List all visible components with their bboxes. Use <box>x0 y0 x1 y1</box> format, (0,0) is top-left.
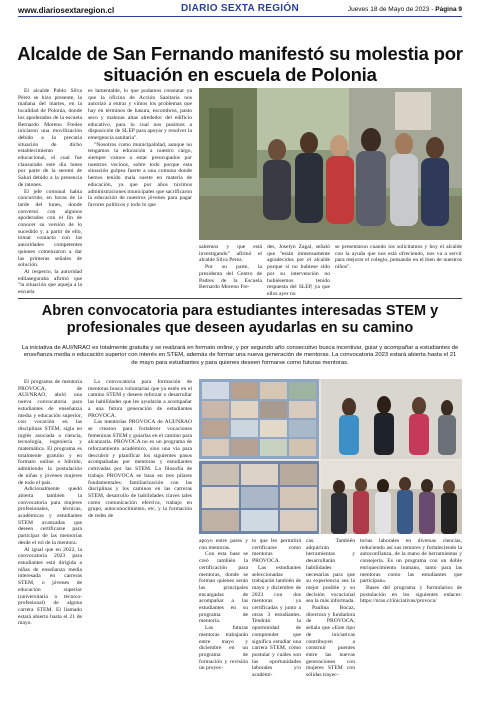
article2-column-6 <box>360 538 462 605</box>
masthead <box>18 2 462 38</box>
article2-column-3 <box>199 538 248 672</box>
article1-paragraph: es lamentable, lo que podamos constatar ya que la oficina de Acción Sanitaria nos autorizó a entrar y vimos los problemas que hay en términos de basura, escombros, pasto seco y malezas altas alrededor del edificio educativo, para lo cual nos pusimos a disposición de SLEP para apoyar y resolver la emergencia sanitaria". <box>88 88 192 141</box>
date-text: Jueves 18 de Mayo de 2023 - <box>347 6 436 13</box>
article2-paragraph: torias laborales en diversas ciencias, reduciendo así sus temores y fortaleciendo la autoconfianza, de la mano de herramientas y consejería. Es un programa con un doble enriquecimiento humano, tanto para las mentoras como las estudiantes que participan». <box>360 538 462 585</box>
article1-paragraph: "Nosotros como municipalidad, aunque no tengamos la educación a nuestro cargo, siempre vamos a estar preocupados por nuestros vecinos, sobre todo porque esta situación golpea fuerte a una comuna donde hemos tenido mala suerte en materia de educación, ya que por años tuvimos administraciones municipales que sacrificaron la educación de nuestros jóvenes para pagar favores políticos y todo lo que <box>88 141 192 208</box>
article2-paragraph: Con esta base se creó también la certificación para mentoras, donde se forman quienes serán las principales encargadas de acompañar a las estudiantes en su programa de mentoría. <box>199 551 248 625</box>
article1-paragraph: sabemos y que está investigando" afirmó el alcalde Silva Pérez. <box>199 244 262 264</box>
article2-paragraph: Las mentorías PROVOCA de AUI/NRAO se crearon para fortalecer vocaciones femeninas STEM y guiarlas en el camino para alcanzarla. PROVOCA no es un programa de reforzamiento académico, sino una vía para descubrir y planificar los siguientes pasos acompañadas por mentoras y estudiantes cultivadas por las STEM. La filosofía de trabajo PROVOCA se basa en tres pilares fundamentales: familiarización con las disciplinas y los caminos en las carreras STEM, desarrollo de habilidades claves tales como comunicación efectiva, trabajo en grupo, autoconocimiento, etc, y la formación de redes de <box>88 419 192 520</box>
mentoring-collage-photo <box>199 379 462 534</box>
article2-headline: Abren convocatoria para estudiantes interesadas STEM y profesionales que deseen ayudarlas en su camino <box>41 303 439 336</box>
article2-column-5 <box>306 538 355 679</box>
article1-paragraph: Por su parte, la presidenta del Centro de Padres de la Escuela Bernardo Moreno Fre- <box>199 264 262 291</box>
article2-paragraph: El programa de mentoría PROVOCA, de AUI/NRAO, abrió una nueva convocatoria para estudiantes de enseñanza media y educación superior, con vocación en las disciplinas STEM, sigla en inglés asociada a ciencia, tecnología, ingeniería y matemática. El programa es totalmente gratuito y en formato online o híbrido, admitiendo la postulación de niñas y jóvenes mujeres de todo el país. <box>18 379 82 486</box>
article1-photo <box>199 88 462 240</box>
article2-column-1 <box>18 379 82 627</box>
site-url[interactable]: www.diariosextaregion.cl <box>18 6 115 15</box>
article2-column-2 <box>88 379 192 520</box>
article1-column-3 <box>199 244 262 291</box>
newspaper-name: DIARIO SEXTA REGIÓN <box>181 3 299 14</box>
article1-paragraph: des, Joselyn Zagal, señaló que "están inmensamente agradecidos por el alcalde porque si no hubiese sido por su intervención no hubiésemos tenido respuesta del SLEP, ya que ellos ayer no <box>267 244 330 297</box>
article1-headline: Alcalde de San Fernando manifestó su molestia por situación en escuela de Polonia <box>17 43 463 85</box>
article2-column-4 <box>252 538 301 679</box>
article2-paragraph: to que les permitirá certificarse como mentoras PROVOCA. <box>252 538 301 565</box>
article1-column-5 <box>335 244 462 271</box>
article1-column-1 <box>18 88 82 296</box>
article2-paragraph: Adicionalmente quedó abierta también la convocatoria para mujeres profesionales, técnicas, académicas y estudiantes STEM avanzadas que deseen certificarse para participar de las mentorías desde el rol de la mentora. <box>18 486 82 546</box>
article2-paragraph: Las estudiantes seleccionadas trabajarán también de mayo y diciembre de 2023 con dos mentoras ya certificadas y junto a otras 3 estudiantes. Tendrán la oportunidad de comprender que significa estudiar una carrera STEM, cómo postular y cuáles son las oportunidades laborales y/o académi- <box>252 564 301 679</box>
article1-paragraph: El alcalde Pablo Silva Pérez se hizo presente, la mañana del martes, en la localidad de Polonia, donde los apoderados de la escuela Bernardo Moreno Fredes iniciaron una movilización debido a la precaria situación de dicho establecimiento educacional, el cual fue clausurado este día lunes por parte de la seremi de Salud debido a la presencia de ratones. <box>18 88 82 188</box>
article2-paragraph: Paulina Bocaz, directora y fundadora de PROVOCA, señala que «Este tipo de iniciativas contribuyen a construir puentes entre las nuevas generaciones con mujeres STEM con sólidas trayec- <box>306 605 355 679</box>
issue-date <box>348 6 462 13</box>
article1-paragraph: El jefe comunal había concurrido, en horas de la tarde del lunes, donde conversó con algunos apoderados con el fin de conocer su versión de lo sucedido y, a partir de ello, tomar contacto con las autoridades competentes quienes comenzaron a dar las primeras señales de solución. <box>18 188 82 269</box>
article2-paragraph: Las futuras mentoras trabajarán entre mayo y diciembre en un programa de formación y revisión un proyec- <box>199 625 248 672</box>
article1-column-4 <box>267 244 330 298</box>
article2-photo-collage <box>199 379 462 534</box>
article2-paragraph: Bases del programa y formularios de postulación en los siguientes enlaces: https://nrao.cl/iniciativas/provoca/ <box>360 584 462 605</box>
article1-column-2 <box>88 88 192 209</box>
article-divider <box>18 298 462 299</box>
school-visit-photo <box>199 88 462 240</box>
article2-lede: La iniciativa de AUI/NRAO es totalmente gratuita y se realizará en formato online, y por segundo año consecutivo busca incentivar, guiar y acompañar a estudiantes de enseñanza media o educación superior con interés en STEM, además de formar una nueva generación de mentoras. La convocatoria 2023 estará abierta hasta el 21 de mayo para estudiantes y para quienes deseen formarse como futuras mentoras. <box>21 345 459 366</box>
article1-paragraph: Al respecto, la autoridad edilaseguraba afirmó que "la situación que aqueja a la escuela <box>18 268 82 296</box>
masthead-rule <box>18 16 462 17</box>
article2-paragraph: Al igual que en 2022, la convocatoria 2023 para estudiantes está dirigida a niñas de enseñanza media interesada en carreras STEM, o jóvenes de educación superior (universitaria o técnico-profesional) de alguna carrera STEM. El llamado estará abierto hasta el 21 de mayo. <box>18 546 82 627</box>
page-number: Página 9 <box>435 6 462 13</box>
article2-paragraph: apoyo entre pares y con mentoras. <box>199 538 248 551</box>
article1-paragraph: se presentaron cuando los solicitamos y hoy el alcalde con la ayuda que nos está ofreciendo, nos va a servir para mejorar el colegio, pensando en el bien de nuestros niños". <box>335 244 462 271</box>
article2-paragraph: cas. También adquirirán herramientas y desarrollarán habilidades necesarias para que su experiencia sea la mejor posible y su decisión vocacional sea la más informada. <box>306 538 355 605</box>
article2-paragraph: La convocatoria para formación de mentoras busca voluntarias que ya estén en el camino STEM y deseen reforzar o desarrollar las habilidades que les ayudarán a acompañar a una futura generación de estudiantes PROVOCA. <box>88 379 192 419</box>
